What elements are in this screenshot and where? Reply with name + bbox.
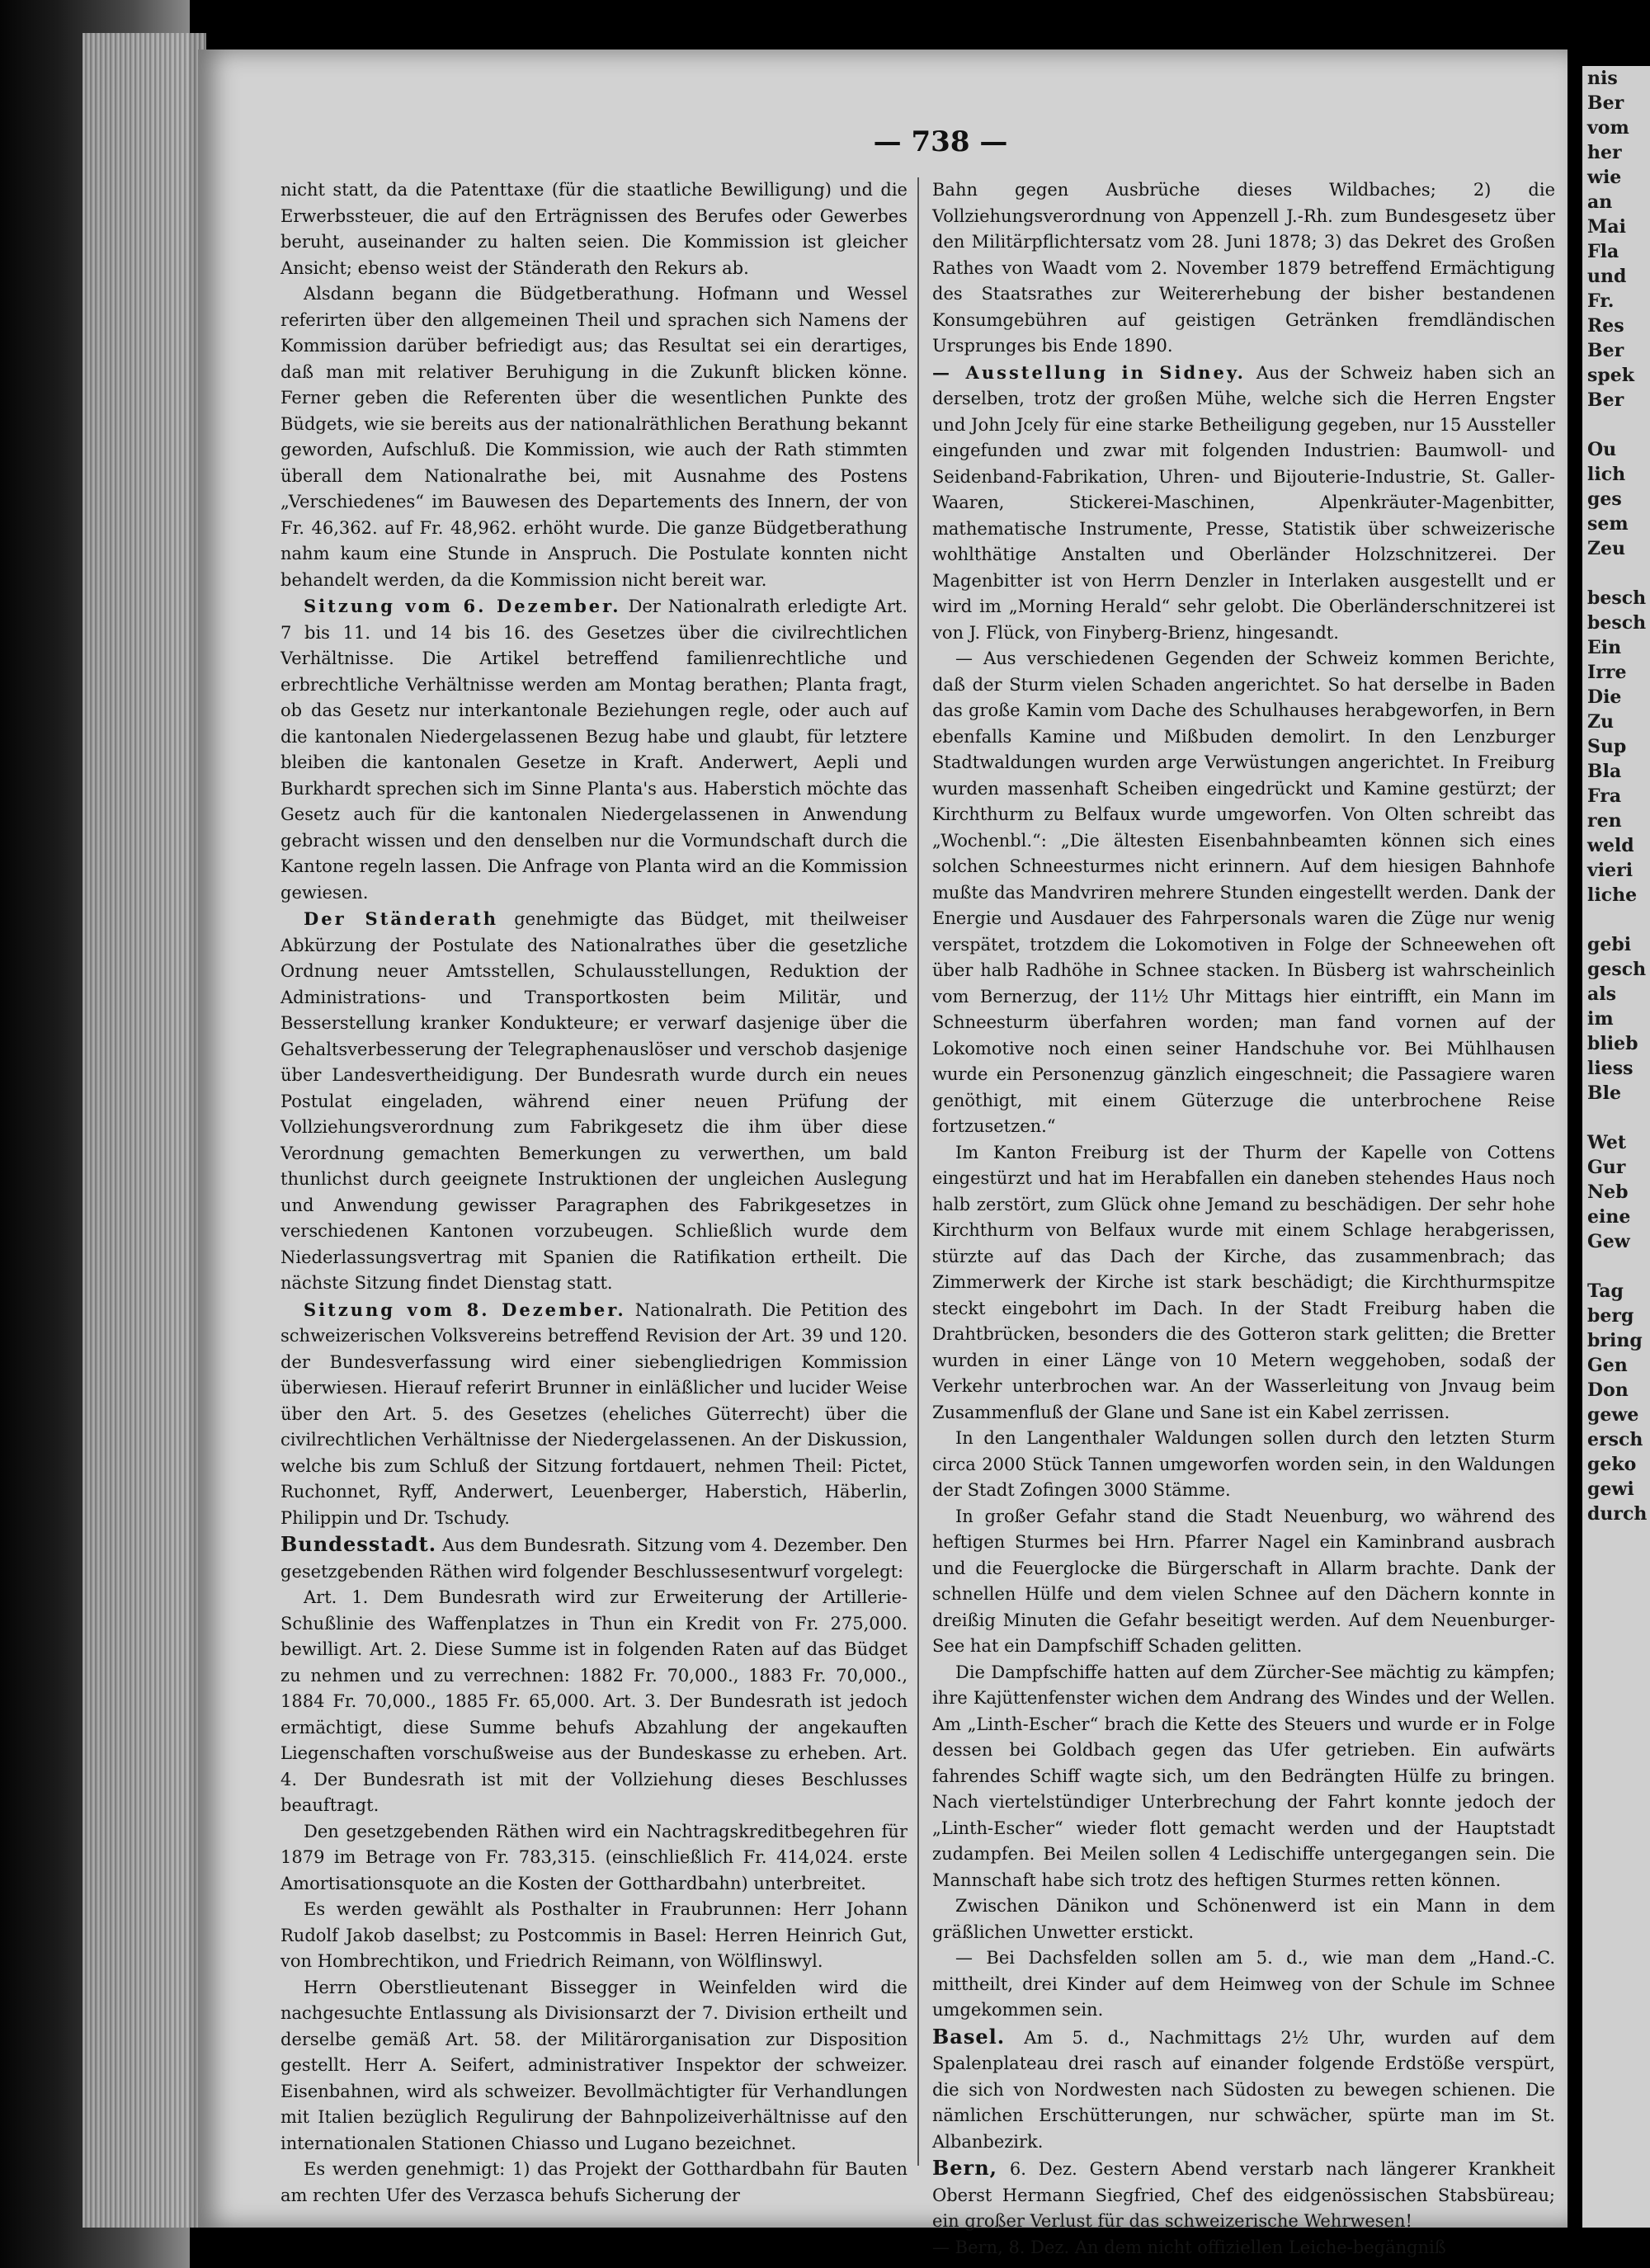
- paragraph-text: Im Kanton Freiburg ist der Thurm der Kapelle von Cottens eingestürzt und hat im Herabfallen ein daneben stehendes Haus noch halb zerstört, zum Glück ohne Jemand zu beschädigen. Der sehr hohe Kirchthurm von Belfaux wurde mit einem Schlage herabgerissen, stürzte auf das Dach der Kirche, das zusammenbrach; das Zimmerwerk der Kirche ist stark beschädigt; die Kirchthurmspitze steckt eingebohrt im Dach. In der Stadt Freiburg haben die Drahtbrücken, besonders die des Gotteron stark gelitten; die Bretter wurden in einer Länge von 10 Metern weggehoben, sodaß der Verkehr unterbrochen war. An der Wasserleitung von Jnvaug beim Zusammenfluß der Glane und Sane ist ein Kabel zerrissen.: [932, 1142, 1555, 1422]
- next-page-fragment: als: [1587, 983, 1616, 1005]
- next-page-fragment: [1582, 1254, 1650, 1279]
- adjacent-page-edge: [1582, 66, 1650, 2228]
- next-page-fragment: Zeu: [1587, 538, 1626, 559]
- paragraph-text: Art. 1. Dem Bundesrath wird zur Erweiterung der Artillerie-Schußlinie des Waffenplatzes in Thun ein Kredit von Fr. 275,000. bewilligt. Art. 2. Diese Summe ist in folgenden Raten auf das Büdget zu nehmen und zu verrechnen: 1882 Fr. 70,000., 1883 Fr. 70,000., 1884 Fr. 70,000., 1885 Fr. 65,000. Art. 3. Der Bundesrath ist jedoch ermächtigt, diese Summe behufs Abzahlung der angekauften Liegenschaften vorschußweise aus der Bundeskasse zu erheben. Art. 4. Der Bundesrath ist mit der Vollziehung dieses Beschlusses beauftragt.: [280, 1587, 908, 1815]
- next-page-fragment: Neb: [1587, 1181, 1629, 1203]
- next-page-fragment: Zu: [1587, 711, 1615, 733]
- next-page-fragment: eine: [1587, 1206, 1631, 1228]
- next-page-fragment: besch: [1587, 612, 1647, 634]
- next-page-fragment: nis: [1587, 68, 1618, 89]
- next-page-fragment: weld: [1587, 835, 1634, 856]
- paragraph-text: genehmigte das Büdget, mit theilweiser Abkürzung der Postulate des Nationalrathes über die gesetzliche Ordnung neuer Amtsstellen, Schulausstellungen, Reduktion der Administrations- und Transportkosten beim Militär, und Besserstellung kranker Kondukteure; er verwarf dasjenige über die Gehaltsverbesserung der Telegraphenauslöser und verschob dasjenige über Landesvertheidigung. Der Bundesrath wurde durch ein neues Postulat eingeladen, während einer neuen Prüfung der Vollziehungsverordnung zum Fabrikgesetz die ihm über diese Verordnung gemachten Bemerkungen zu verwerthen, um bald thunlichst durch geeignete Instruktionen der ungleichen Auslegung und Anwendung gewisser Paragraphen des Fabrikgesetzes in verschiedenen Kantonen vorzubeugen. Schließlich wurde dem Niederlassungsvertrag mit Spanien die Ratifikation ertheilt. Die nächste Sitzung findet Dienstag statt.: [280, 909, 908, 1293]
- next-page-fragment: Fra: [1587, 785, 1622, 807]
- next-page-fragment: Die: [1587, 686, 1622, 708]
- paragraph-text: Den gesetzgebenden Räthen wird ein Nachtragskreditbegehren für 1879 im Betrage von Fr. 783,315. (einschließlich Fr. 414,024. erste Amortisationsquote an die Kosten der Gotthardbahn) unterbreitet.: [280, 1821, 908, 1893]
- paragraph-text: — Bei Dachsfelden sollen am 5. d., wie man dem „Hand.-C. mittheilt, drei Kinder auf dem Heimweg von der Schule im Schnee umgekommen sein.: [932, 1948, 1555, 2020]
- paragraph-text: Aus dem Bundesrath. Sitzung vom 4. Dezember. Den gesetzgebenden Räthen wird folgender Beschlussesentwurf vorgelegt:: [280, 1535, 908, 1582]
- paragraph-text: In großer Gefahr stand die Stadt Neuenburg, wo während des heftigen Sturmes bei Hrn. Pfarrer Nagel ein Kaminbrand ausbrach und die Feuerglocke die Bürgerschaft in Allarm brachte. Dank der schnellen Hülfe und dem vielen Schnee auf den Dächern konnte in dreißig Minuten die Gefahr beseitigt werden. Auf dem Neuenburger-See hat ein Dampfschiff Schaden gelitten.: [932, 1506, 1555, 1656]
- article-paragraph: [280, 593, 908, 906]
- next-page-fragment: Ber: [1587, 340, 1624, 361]
- next-page-fragment: liess: [1587, 1058, 1634, 1079]
- paragraph-text: Die Dampfschiffe hatten auf dem Zürcher-See mächtig zu kämpfen; ihre Kajüttenfenster wichen dem Andrang des Windes und der Wellen. Am „Linth-Escher“ brach die Kette des Steuers und wurde er in Folge dessen bei Goldbach gegen das Ufer getrieben. Ein aufwärts fahrendes Schiff wagte sich, um den Bedrängten Hülfe zu bringen. Nach viertelstündiger Unterbrechung der Fahrt konnte jedoch der „Linth-Escher“ wieder flott gemacht werden und der Hauptstadt zudampfen. Bei Meilen sollen 4 Ledischiffe untergegangen sein. Die Mannschaft habe sich trotz des heftigen Sturmes retten können.: [932, 1662, 1555, 1890]
- left-column: [280, 177, 908, 2209]
- article-paragraph: [280, 1531, 908, 1585]
- paragraph-lead: Bern,: [932, 2156, 998, 2180]
- next-page-fragment: Sup: [1587, 736, 1627, 757]
- paragraph-lead: Sitzung vom 8. Dezember.: [304, 1299, 626, 1320]
- article-paragraph: [932, 1945, 1555, 2024]
- article-paragraph: [280, 1819, 908, 1898]
- next-page-fragment: geko: [1587, 1454, 1637, 1475]
- article-paragraph: [932, 2235, 1555, 2261]
- next-page-fragment: Mai: [1587, 216, 1626, 238]
- next-page-fragment: Don: [1587, 1379, 1629, 1401]
- next-page-fragment: [1582, 561, 1650, 586]
- article-paragraph: [280, 2157, 908, 2209]
- article-paragraph: [932, 1893, 1555, 1945]
- paragraph-text: Aus der Schweiz haben sich an derselben, trotz der großen Mühe, welche sich die Herren Engster und John Jcely für eine starke Betheiligung gegeben, nur 15 Aussteller eingefunden und zwar mit folgenden Industrien: Baumwoll- und Seidenband-Fabrikation, Uhren- und Bijouterie-Industrie, St. Galler-Waaren, Stickerei-Maschinen, Alpenkräuter-Magenbitter, mathematische Instrumente, Presse, Statistik über schweizerische wohlthätige Anstalten und Oberländer Holzschnitzerei. Der Magenbitter ist von Herrn Denzler in Interlaken ausgestellt und er wird im „Morning Herald“ sehr gelobt. Die Oberländerschnitzerei ist von J. Flück, von Finyberg-Brienz, hingesandt.: [932, 362, 1555, 643]
- next-page-fragment: an: [1587, 191, 1613, 213]
- next-page-fragment: ersch: [1587, 1429, 1643, 1450]
- next-page-fragment: Bla: [1587, 761, 1622, 782]
- next-page-fragment: sem: [1587, 513, 1629, 535]
- next-page-fragment: spek: [1587, 365, 1635, 386]
- article-paragraph: [932, 360, 1555, 647]
- next-page-fragment: Ber: [1587, 92, 1624, 114]
- next-page-fragment: Wet: [1587, 1132, 1627, 1153]
- article-paragraph: [280, 281, 908, 593]
- article-paragraph: [280, 1975, 908, 2157]
- next-page-fragment: Fr.: [1587, 290, 1615, 312]
- paragraph-text: — Aus verschiedenen Gegenden der Schweiz kommen Berichte, daß der Sturm vielen Schaden angerichtet. So hat derselbe in Baden das große Kamin vom Dache des Schulhauses herabgeworfen, in Bern ebenfalls Kamine und Mißbuden demolirt. In den Lenzburger Stadtwaldungen wurden arge Verwüstungen angerichtet. In Freiburg wurden massenhaft Scheiben eingedrückt und Kamine gestürzt; der Kirchthurm zu Belfaux wurde umgeworfen. Von Olten schreibt das „Wochenbl.“: „Die ältesten Eisenbahnbeamten können sich eines solchen Schneesturmes nicht erinnern. Auf dem hiesigen Bahnhofe mußte das Mandvriren mehrere Stunden eingestellt werden. Dank der Energie und Ausdauer des Fahrpersonals waren die Züge nur wenig verspätet, trotzdem die Lokomotiven in Folge der Schneewehen oft über halb Radhöhe in Schnee stacken. In Büsberg ist wahrscheinlich vom Bernerzug, der 11½ Uhr Mittags hier eintrifft, ein Mann im Schneesturm überfahren worden; man fand vornen auf der Lokomotive noch einen seiner Handschuhe vor. Bei Mühlhausen wurde ein Personenzug gänzlich eingeschneit; die Passagiere waren genöthigt, mit einem Güterzuge die unterbrochene Reise fortzusetzen.“: [932, 648, 1555, 1136]
- next-page-fragment: Ou: [1587, 439, 1617, 460]
- next-page-fragment: blieb: [1587, 1033, 1638, 1054]
- next-page-fragment: durch: [1587, 1503, 1648, 1525]
- next-page-fragment: gewe: [1587, 1404, 1639, 1426]
- next-page-fragment: im: [1587, 1008, 1614, 1030]
- article-paragraph: [932, 2155, 1555, 2235]
- article-paragraph: [932, 1660, 1555, 1894]
- next-page-fragment: gesch: [1587, 959, 1647, 980]
- paragraph-text: Es werden gewählt als Posthalter in Fraubrunnen: Herr Johann Rudolf Jakob daselbst; zu Postcommis in Basel: Herren Heinrich Gut, von Hombrechtikon, und Friedrich Reimann, von Wölflinswyl.: [280, 1899, 908, 1971]
- next-page-fragment: gebi: [1587, 934, 1632, 955]
- article-paragraph: [280, 1585, 908, 1819]
- paragraph-lead: Der Ständerath: [304, 908, 498, 929]
- next-page-fragment: und: [1587, 266, 1627, 287]
- paragraph-lead: Sitzung vom 6. Dezember.: [304, 596, 621, 616]
- article-paragraph: [280, 906, 908, 1297]
- article-paragraph: [932, 646, 1555, 1140]
- next-page-fragment: her: [1587, 142, 1622, 163]
- next-page-fragment: Irre: [1587, 662, 1627, 683]
- next-page-fragment: besch: [1587, 587, 1647, 609]
- paragraph-lead: Bundesstadt.: [280, 1532, 437, 1556]
- paragraph-text: 6. Dez. Gestern Abend verstarb nach längerer Krankheit Oberst Hermann Siegfried, Chef des eidgenössischen Stabsbüreau; ein großer Verlust für das schweizerische Wehrwesen!: [932, 2159, 1555, 2231]
- paragraph-text: Nationalrath. Die Petition des schweizerischen Volksvereins betreffend Revision der Art. 39 und 120. der Bundesverfassung wird einer siebengliedrigen Kommission überwiesen. Hierauf referirt Brunner in einläßlicher und lucider Weise über den Art. 5. des Gesetzes (eheliches Güterrecht) über die civilrechtlichen Verhältnisse der Niedergelassenen. An der Diskussion, welche bis zum Schluß der Sitzung fortdauert, nehmen Theil: Pictet, Ruchonnet, Ryff, Anderwert, Leuenberger, Haberstich, Häberlin, Philippin und Dr. Tschudy.: [280, 1299, 908, 1528]
- article-paragraph: [932, 2024, 1555, 2156]
- article-paragraph: [932, 1504, 1555, 1660]
- next-page-fragment: Res: [1587, 315, 1624, 337]
- paragraph-text: Der Nationalrath erledigte Art. 7 bis 11. und 14 bis 16. des Gesetzes über die civilrechtlichen Verhältnisse. Die Artikel betreffend familienrechtliche und erbrechtliche Verhältnisse werden am Montag berathen; Planta fragt, ob das Gesetz nur interkantonale Beziehungen regle, oder auch auf die kantonalen Niedergelassenen Bezug habe und glaubt, für letztere bleiben die kantonalen Gesetze in Kraft. Anderwert, Aepli und Burkhardt sprechen sich im Sinne Planta's aus. Haberstich möchte das Gesetz auch für die kantonalen Niedergelassenen in Anwendung gebracht wissen und den denselben nur die Vormundschaft durch die Kantone regeln lassen. Die Anfrage von Planta wird an die Kommission gewiesen.: [280, 596, 908, 903]
- next-page-fragment: [1582, 1106, 1650, 1130]
- next-page-fragment: Ber: [1587, 389, 1624, 411]
- paragraph-lead: — Ausstellung in Sidney.: [932, 361, 1246, 383]
- paragraph-text: Zwischen Dänikon und Schönenwerd ist ein Mann in dem gräßlichen Unwetter erstickt.: [932, 1896, 1555, 1942]
- paragraph-lead: Basel.: [932, 2024, 1006, 2049]
- next-page-fragment: bring: [1587, 1330, 1643, 1351]
- paragraph-text: nicht statt, da die Patenttaxe (für die staatliche Bewilligung) und die Erwerbssteuer, die auf den Erträgnissen des Berufes oder Gewerbes beruht, auseinander zu halten seien. Die Kommission ist gleicher Ansicht; ebenso weist der Ständerath den Rekurs ab.: [280, 180, 908, 278]
- article-paragraph: [280, 1297, 908, 1532]
- paragraph-text: — Bern, 8. Dez. An dem nicht offiziellen Leiche-begängniß: [932, 2237, 1446, 2257]
- article-paragraph: [280, 177, 908, 281]
- next-page-fragment: Ble: [1587, 1082, 1621, 1104]
- article-paragraph: [932, 1426, 1555, 1504]
- paragraph-text: Am 5. d., Nachmittags 2½ Uhr, wurden auf dem Spalenplateau drei rasch auf einander folgende Erdstöße verspürt, die sich von Nordwesten nach Südosten zu bewegen schienen. Die nämlichen Erschütterungen, nur schwächer, spürte man im St. Albanbezirk.: [932, 2027, 1555, 2152]
- column-divider: [917, 177, 919, 2166]
- next-page-fragment: Gew: [1587, 1231, 1630, 1252]
- next-page-fragment: vom: [1587, 117, 1629, 139]
- article-paragraph: [932, 1140, 1555, 1426]
- right-column: [932, 177, 1555, 2261]
- next-page-fragment: ges: [1587, 488, 1622, 510]
- next-page-fragment: Tag: [1587, 1280, 1624, 1302]
- next-page-fragment: gewi: [1587, 1478, 1634, 1500]
- article-paragraph: [932, 177, 1555, 360]
- article-paragraph: [280, 1897, 908, 1975]
- next-page-fragment: vieri: [1587, 860, 1634, 881]
- paragraph-text: Herrn Oberstlieutenant Bissegger in Weinfelden wird die nachgesuchte Entlassung als Divisionsarzt der 7. Division ertheilt und derselbe gemäß Art. 58. der Militärorganisation zur Disposition gestellt. Herr A. Seifert, administrativer Inspektor der schweizer. Eisenbahnen, wird als schweizer. Bevollmächtigter für Verhandlungen mit Italien bezüglich Regulirung der Bahnpolizeiverhältnisse auf den internationalen Stationen Chiasso und Lugano bezeichnet.: [280, 1977, 908, 2153]
- next-page-fragment: Ein: [1587, 637, 1622, 658]
- next-page-fragment: [1582, 413, 1650, 437]
- next-page-fragment: [1582, 908, 1650, 932]
- next-page-fragment: wie: [1587, 167, 1622, 188]
- paragraph-text: Es werden genehmigt: 1) das Projekt der Gotthardbahn für Bauten am rechten Ufer des Verzasca behufs Sicherung der: [280, 2159, 908, 2205]
- next-page-fragment: Gur: [1587, 1157, 1626, 1178]
- paragraph-text: Bahn gegen Ausbrüche dieses Wildbaches; 2) die Vollziehungsverordnung von Appenzell J.-Rh. zum Bundesgesetz über den Militärpflichtersatz vom 28. Juni 1878; 3) das Dekret des Großen Rathes von Waadt vom 2. November 1879 betreffend Ermächtigung des Staatsrathes zur Weitererhebung der bisher bestandenen Konsumgebühren auf geistigen Getränken fremdländischen Ursprunges bis Ende 1890.: [932, 180, 1555, 356]
- next-page-fragment: lich: [1587, 464, 1626, 485]
- page-edges: [82, 33, 206, 2228]
- next-page-fragment: ren: [1587, 810, 1622, 832]
- paragraph-text: In den Langenthaler Waldungen sollen durch den letzten Sturm circa 2000 Stück Tannen umgeworfen worden sein, in den Waldungen der Stadt Zofingen 3000 Stämme.: [932, 1428, 1555, 1500]
- next-page-fragment: Gen: [1587, 1355, 1628, 1376]
- next-page-fragment: liche: [1587, 884, 1638, 906]
- next-page-fragment: Fla: [1587, 241, 1619, 262]
- paragraph-text: Alsdann begann die Büdgetberathung. Hofmann und Wessel referirten über den allgemeinen Theil und sprachen sich Namens der Kommission darüber befriedigt aus; das Resultat sei ein derartiges, daß man mit relativer Beruhigung in die Zukunft blicken könne. Ferner geben die Referenten über die wesentlichen Punkte des Büdgets, wie sie bereits aus der nationalräthlichen Berathung bekannt geworden, Aufschluß. Die Kommission, wie auch der Rath stimmten überall dem Nationalrathe bei, mit Ausnahme des Postens „Verschiedenes“ im Bauwesen des Departements des Innern, der von Fr. 46,362. auf Fr. 48,962. erhöht wurde. Die ganze Büdgetberathung nahm kaum eine Stunde in Anspruch. Die Postulate konnten nicht behandelt werden, da die Kommission nicht bereit war.: [280, 284, 908, 590]
- page-number: — 738 —: [873, 125, 1008, 158]
- next-page-fragment: berg: [1587, 1305, 1634, 1327]
